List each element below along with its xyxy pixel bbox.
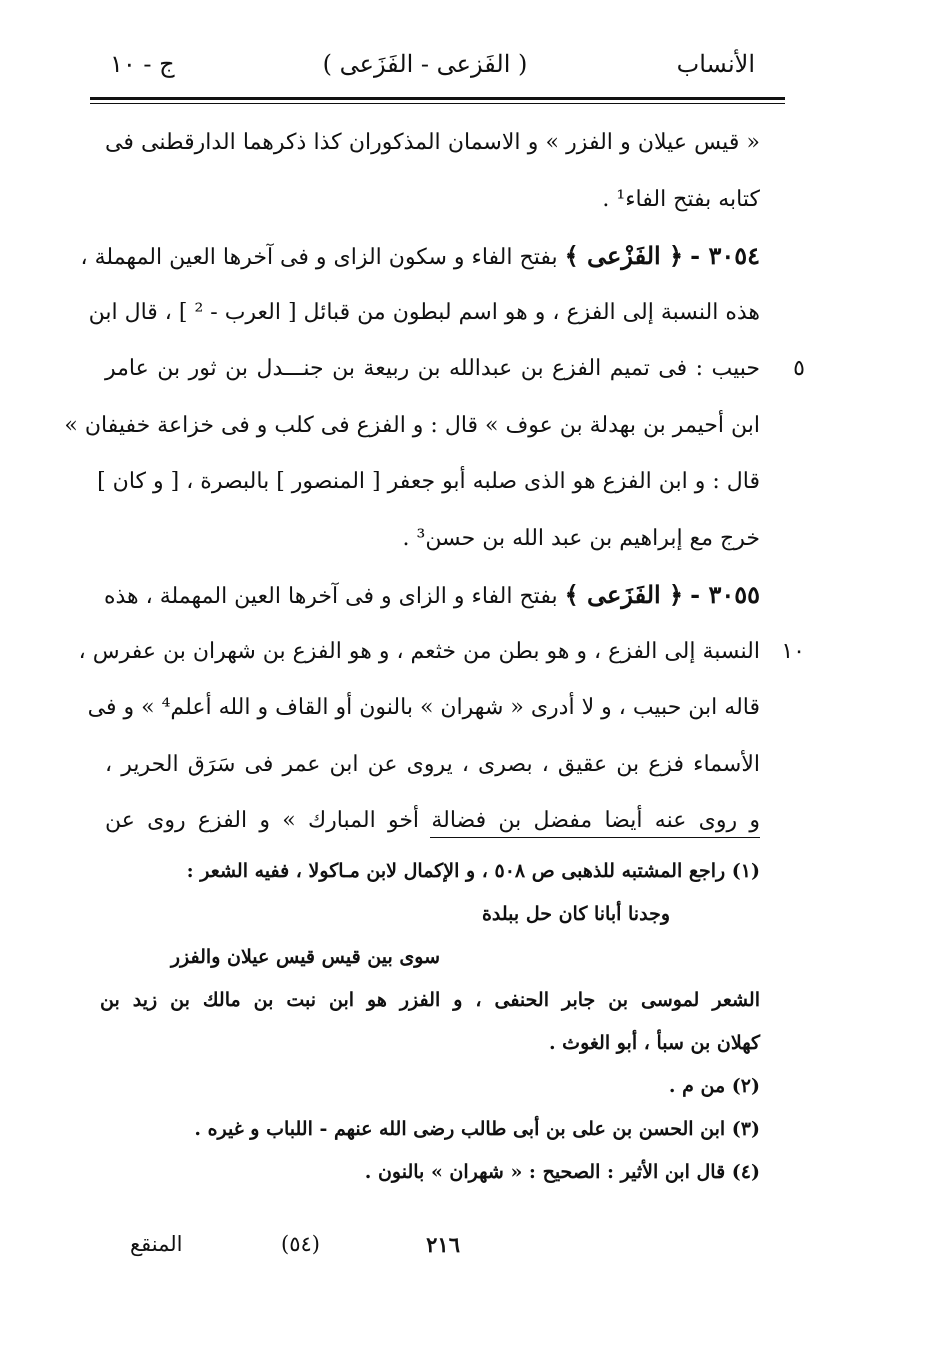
- footnote-1-continued: كهلان بن سبأ ، أبو الغوث .: [548, 1032, 760, 1054]
- collection-mark: المنقع: [130, 1232, 183, 1256]
- text-line: « قيس عيلان و الفزر » و الاسمان المذكوران كذا ذكرهما الدارقطنى فى: [105, 130, 760, 155]
- footnotes: [100, 850, 760, 1194]
- entry-number: ٣٠٥٥ -: [690, 580, 760, 609]
- signature-mark: (٥٤): [281, 1232, 320, 1256]
- footnote-4: (٤) قال ابن الأثير : الصحيح : « شهران » بالنون .: [364, 1161, 760, 1183]
- running-header: [95, 50, 755, 90]
- entry-line: ٣٠٥٤ - ﴿ الفَزْعى ﴾ بفتح الفاء و سكون الزاى و فى آخرها العين المهملة ،: [80, 241, 760, 270]
- header-book-title: الأنساب: [676, 50, 755, 78]
- footnote-1-continued: الشعر لموسى بن جابر الحنفى ، و الفزر هو ابن نبت بن مالك بن زيد بن: [100, 989, 760, 1011]
- header-entry-range: ( الفَزعى - الفَزَعى ): [322, 50, 528, 78]
- text-line: و روى عنه أيضا مفضل بن فضالة أخو المبارك » و الفزع روى عن: [105, 808, 760, 833]
- text-line: ابن أحيمر بن بهدلة بن عوف » قال : و الفزع فى كلب و فى خزاعة خفيفان »: [64, 412, 760, 438]
- text-line: خرج مع إبراهيم بن عبد الله بن حسن³ .: [402, 525, 760, 551]
- text-line: ١٠ النسبة إلى الفزع ، و هو بطن من خثعم ، و هو الفزع بن شهران بن عفرس ،: [105, 624, 760, 681]
- text-line: الأسماء فزع بن عقيق ، بصرى ، يروى عن ابن عمر فى سَرَق الحرير ،: [105, 751, 760, 777]
- header-rule-thin: [90, 103, 785, 104]
- text-line: ٥ حبيب : فى تميم الفزع بن عبدالله بن ربيعة بن جنـــدل بن ثور بن عامر: [105, 341, 760, 398]
- line-number: ٥: [793, 356, 805, 381]
- footnote-2: (٢) من م .: [668, 1075, 760, 1097]
- footnote-verse: سوى بين قيس قيس عيلان والفزر: [170, 946, 440, 968]
- entry-heading: ﴿ الفَزَعى ﴾: [564, 580, 684, 609]
- text-line: هذه النسبة إلى الفزع ، و هو اسم لبطون من قبائل [ العرب - ² ] ، قال ابن: [88, 299, 760, 325]
- footnote-3: (٣) ابن الحسن بن على بن أبى طالب رضى الله عنهم - اللباب و غيره .: [194, 1118, 760, 1140]
- entry-line: ٣٠٥٥ - ﴿ الفَزَعى ﴾ بفتح الفاء و الزاى و فى آخرها العين المهملة ، هذه: [103, 580, 760, 609]
- header-volume: ج - ١٠: [110, 50, 175, 78]
- footnote-1: (١) راجع المشتبه للذهبى ص ٥٠٨ ، و الإكمال لابن مـاكولا ، ففيه الشعر :: [186, 860, 760, 882]
- main-text: [64, 115, 805, 850]
- header-rule: [90, 97, 785, 100]
- footnote-rule: [430, 837, 760, 838]
- page-number: ٢١٦: [426, 1232, 460, 1257]
- text-line: كتابه بفتح الفاء¹ .: [602, 186, 760, 212]
- entry-heading: ﴿ الفَزْعى ﴾: [564, 241, 684, 270]
- page-footer: [130, 1232, 750, 1268]
- footnote-verse: وجدنا أبانا كان حل ببلدة: [481, 903, 670, 925]
- text-line: قال : و ابن الفزع هو الذى صلبه أبو جعفر [ المنصور ] بالبصرة ، [ و كان ]: [97, 469, 760, 494]
- entry-number: ٣٠٥٤ -: [690, 241, 760, 270]
- line-number: ١٠: [781, 638, 805, 664]
- text-line: قاله ابن حبيب ، و لا أدرى « شهران » بالنون أو القاف و الله أعلم⁴ » و فى: [87, 695, 760, 720]
